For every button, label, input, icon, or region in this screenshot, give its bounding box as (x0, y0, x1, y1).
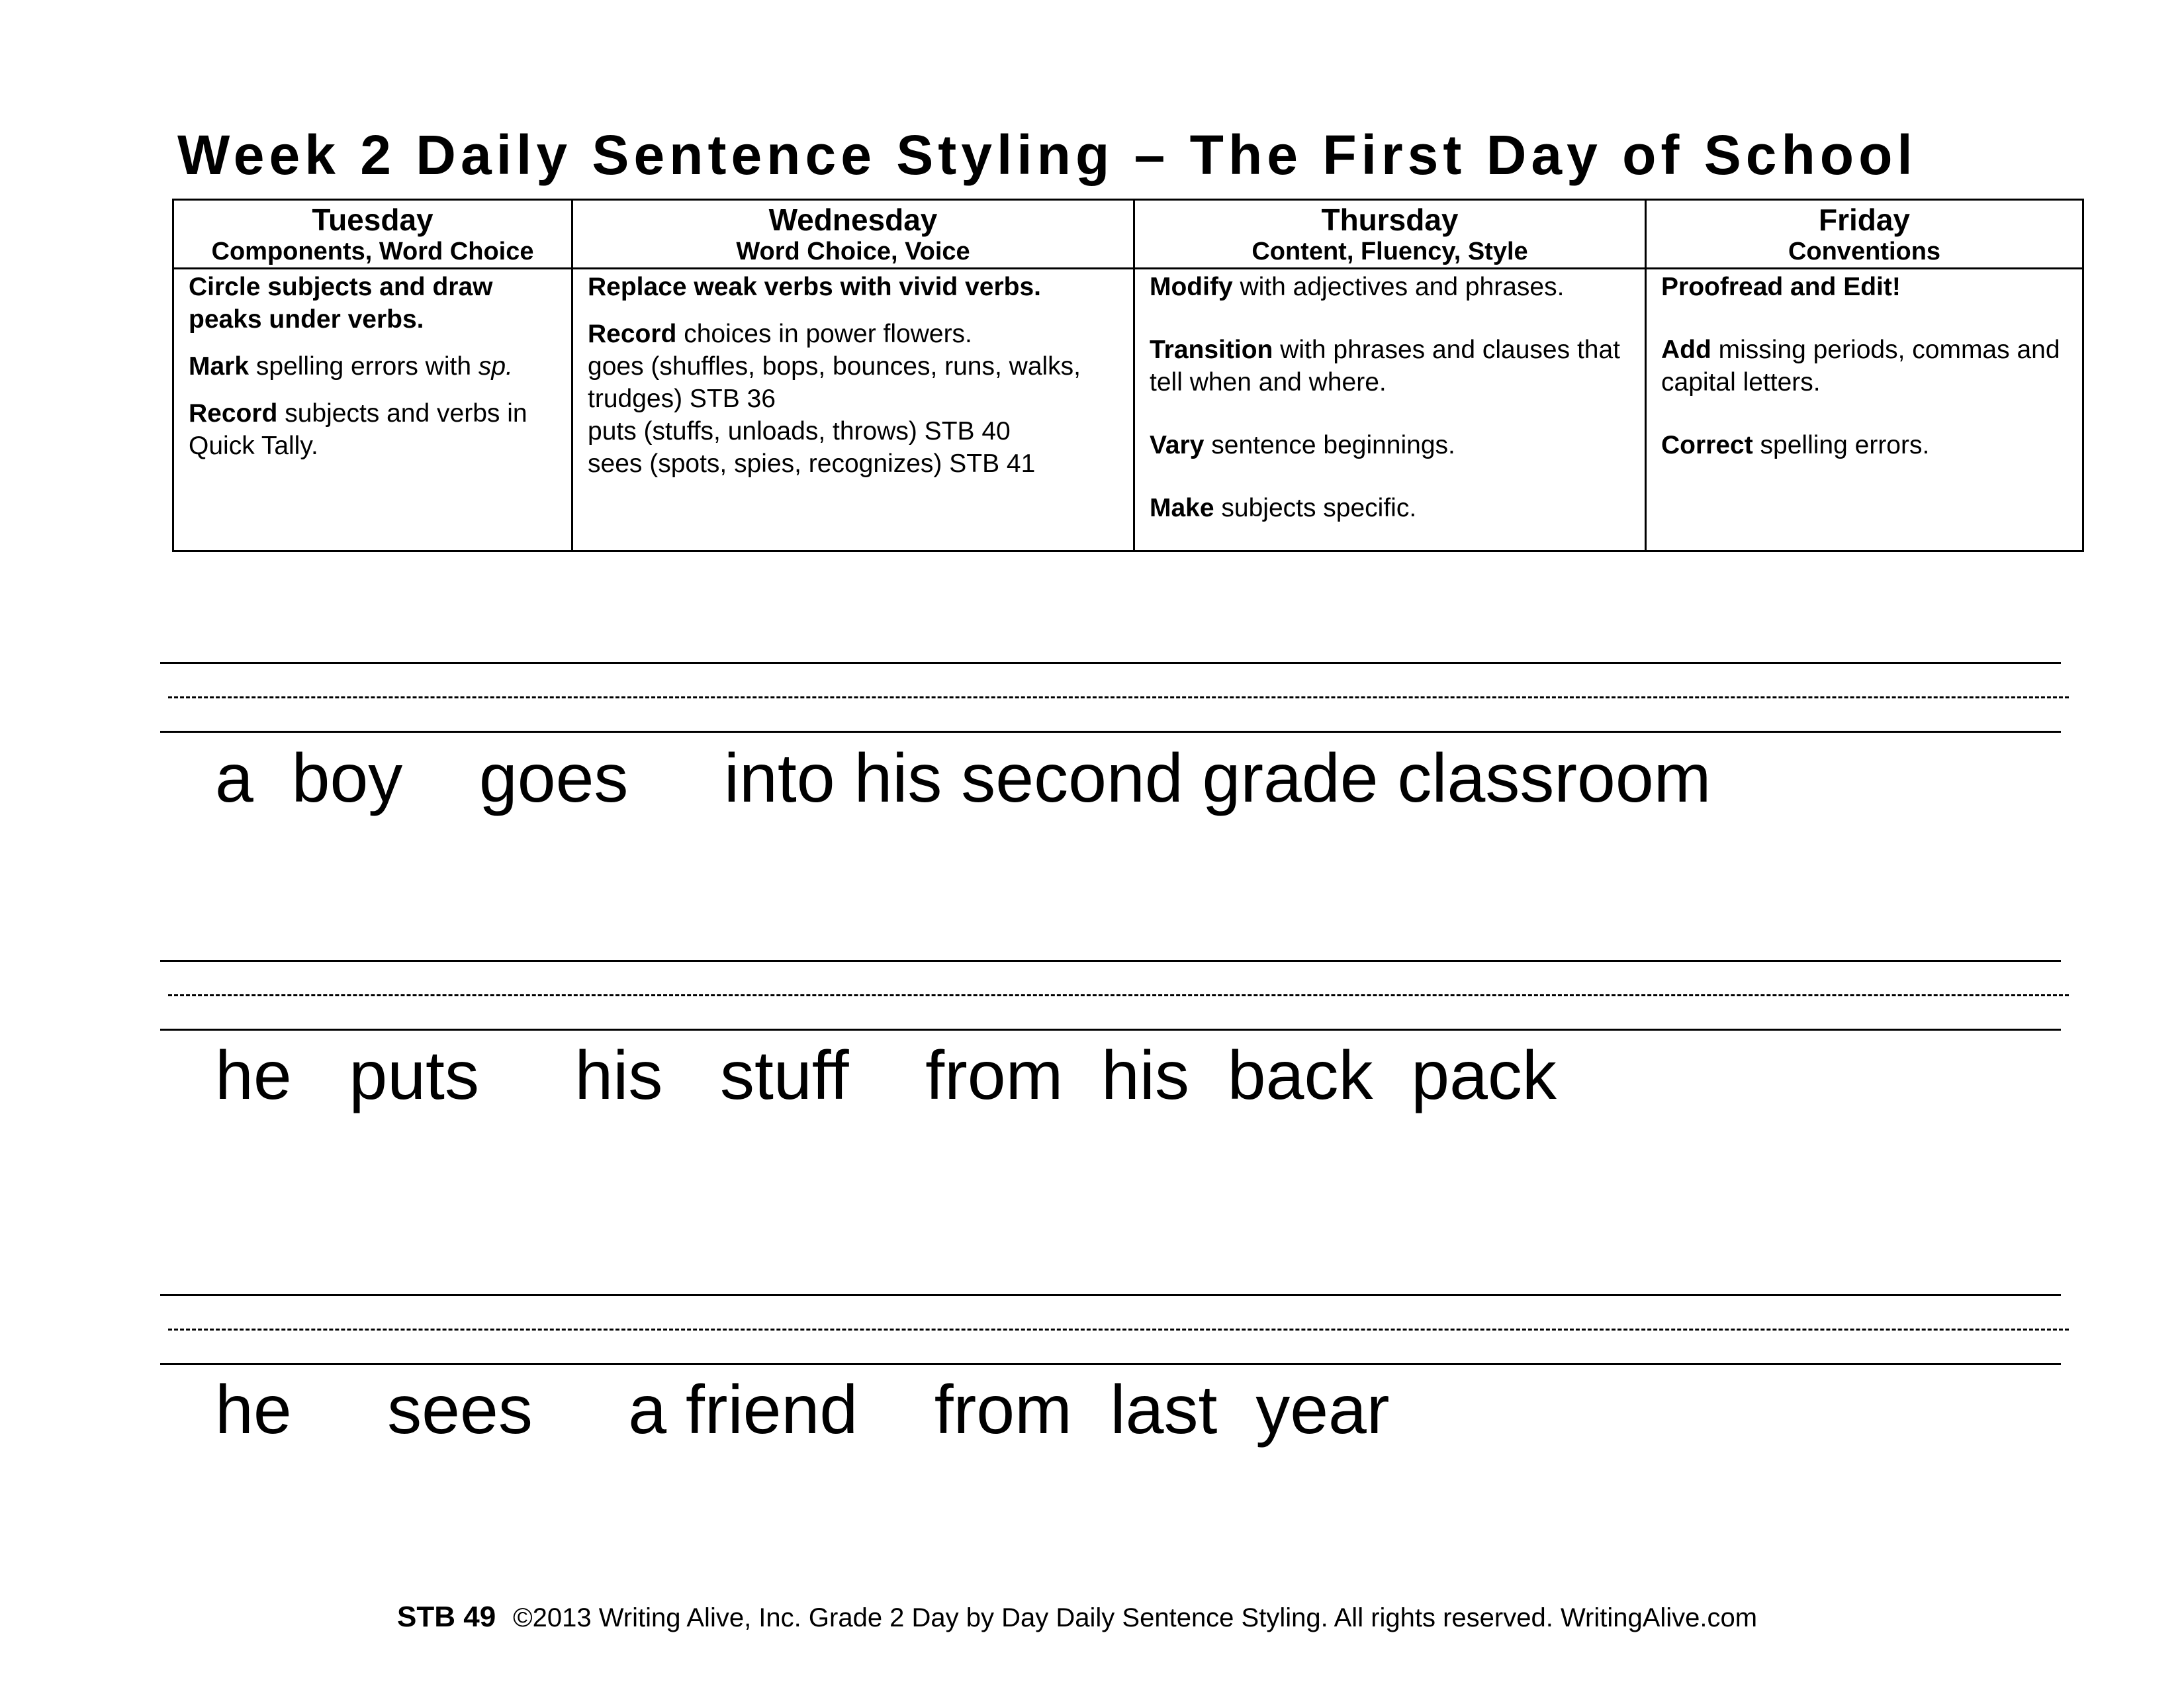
table-body-row (173, 269, 2083, 551)
instruction-text: subjects specific. (1214, 494, 1417, 522)
header-tuesday (173, 200, 572, 269)
instruction-lead: Correct (1661, 431, 1753, 459)
instruction-line (1150, 271, 1645, 303)
instruction-text: spelling errors. (1752, 431, 1930, 459)
base-line (160, 731, 2061, 733)
day-label: Wednesday (768, 202, 938, 237)
instruction-text: with phrases and clauses that tell when and where. (1150, 336, 1620, 397)
practice-sentence: he sees a friend from last year (215, 1372, 1390, 1448)
friday-instructions (1646, 269, 2083, 551)
instruction-line (1150, 492, 1645, 524)
dashed-midline (168, 696, 2069, 698)
instruction-text: sentence beginnings. (1204, 431, 1455, 459)
thursday-instructions (1134, 269, 1646, 551)
top-line (160, 662, 2061, 664)
instruction-heading: Proofread and Edit! (1661, 273, 1901, 301)
focus-label: Word Choice, Voice (736, 237, 970, 265)
instruction-text: choices in power flowers. (676, 320, 972, 348)
instruction-lead: Modify (1150, 273, 1233, 301)
table-header-row (173, 200, 2083, 269)
instruction-text: with adjectives and phrases. (1232, 273, 1565, 301)
instruction-emphasis: sp. (478, 352, 513, 381)
focus-label: Conventions (1788, 237, 1941, 265)
header-thursday (1134, 200, 1646, 269)
instruction-lead: Record (189, 399, 278, 428)
base-line (160, 1029, 2061, 1031)
page-title: Week 2 Daily Sentence Styling – The First Day of School (177, 124, 1917, 186)
practice-sentence: he puts his stuff from his back pack (215, 1037, 1557, 1114)
instruction-text: spelling errors with (249, 352, 478, 381)
instruction-heading: Circle subjects and draw peaks under verbs. (189, 273, 493, 334)
instruction-heading: Replace weak verbs with vivid verbs. (588, 273, 1041, 301)
page-number: STB 49 (397, 1601, 496, 1633)
instruction-line (588, 318, 1133, 350)
focus-label: Content, Fluency, Style (1251, 237, 1528, 265)
top-line (160, 1294, 2061, 1296)
instruction-lead: Make (1150, 494, 1214, 522)
instruction-text: subjects and verbs in Quick Tally. (189, 399, 527, 460)
instruction-line (189, 350, 571, 383)
copyright-text: ©2013 Writing Alive, Inc. Grade 2 Day by Day Daily Sentence Styling. All rights reserved. WritingAlive.com (513, 1603, 1758, 1632)
instruction-line (1661, 334, 2082, 399)
instructions-table (172, 199, 2084, 552)
instruction-lead: Add (1661, 336, 1711, 364)
instruction-line (1661, 429, 2082, 461)
day-label: Friday (1818, 202, 1911, 237)
top-line (160, 960, 2061, 962)
instruction-line (1150, 334, 1645, 399)
dashed-midline (168, 1329, 2069, 1331)
instruction-text: missing periods, commas and capital letters. (1661, 336, 2060, 397)
day-label: Thursday (1321, 202, 1459, 237)
page-footer (397, 1601, 1757, 1634)
instruction-line (189, 397, 571, 462)
verb-choice-line: puts (stuffs, unloads, throws) STB 40 (588, 417, 1011, 445)
instruction-lead: Transition (1150, 336, 1273, 364)
practice-sentence: a boy goes into his second grade classroom (215, 740, 1711, 817)
header-friday (1646, 200, 2083, 269)
day-label: Tuesday (312, 202, 433, 237)
verb-choice-line: goes (shuffles, bops, bounces, runs, walks, trudges) STB 36 (588, 352, 1081, 413)
wednesday-instructions (572, 269, 1134, 551)
focus-label: Components, Word Choice (211, 237, 534, 265)
instruction-lead: Vary (1150, 431, 1205, 459)
base-line (160, 1363, 2061, 1365)
instruction-lead: Record (588, 320, 677, 348)
dashed-midline (168, 994, 2069, 996)
header-wednesday (572, 200, 1134, 269)
tuesday-instructions (173, 269, 572, 551)
instruction-lead: Mark (189, 352, 250, 381)
verb-choice-line: sees (spots, spies, recognizes) STB 41 (588, 449, 1036, 478)
instruction-line (1150, 429, 1645, 461)
